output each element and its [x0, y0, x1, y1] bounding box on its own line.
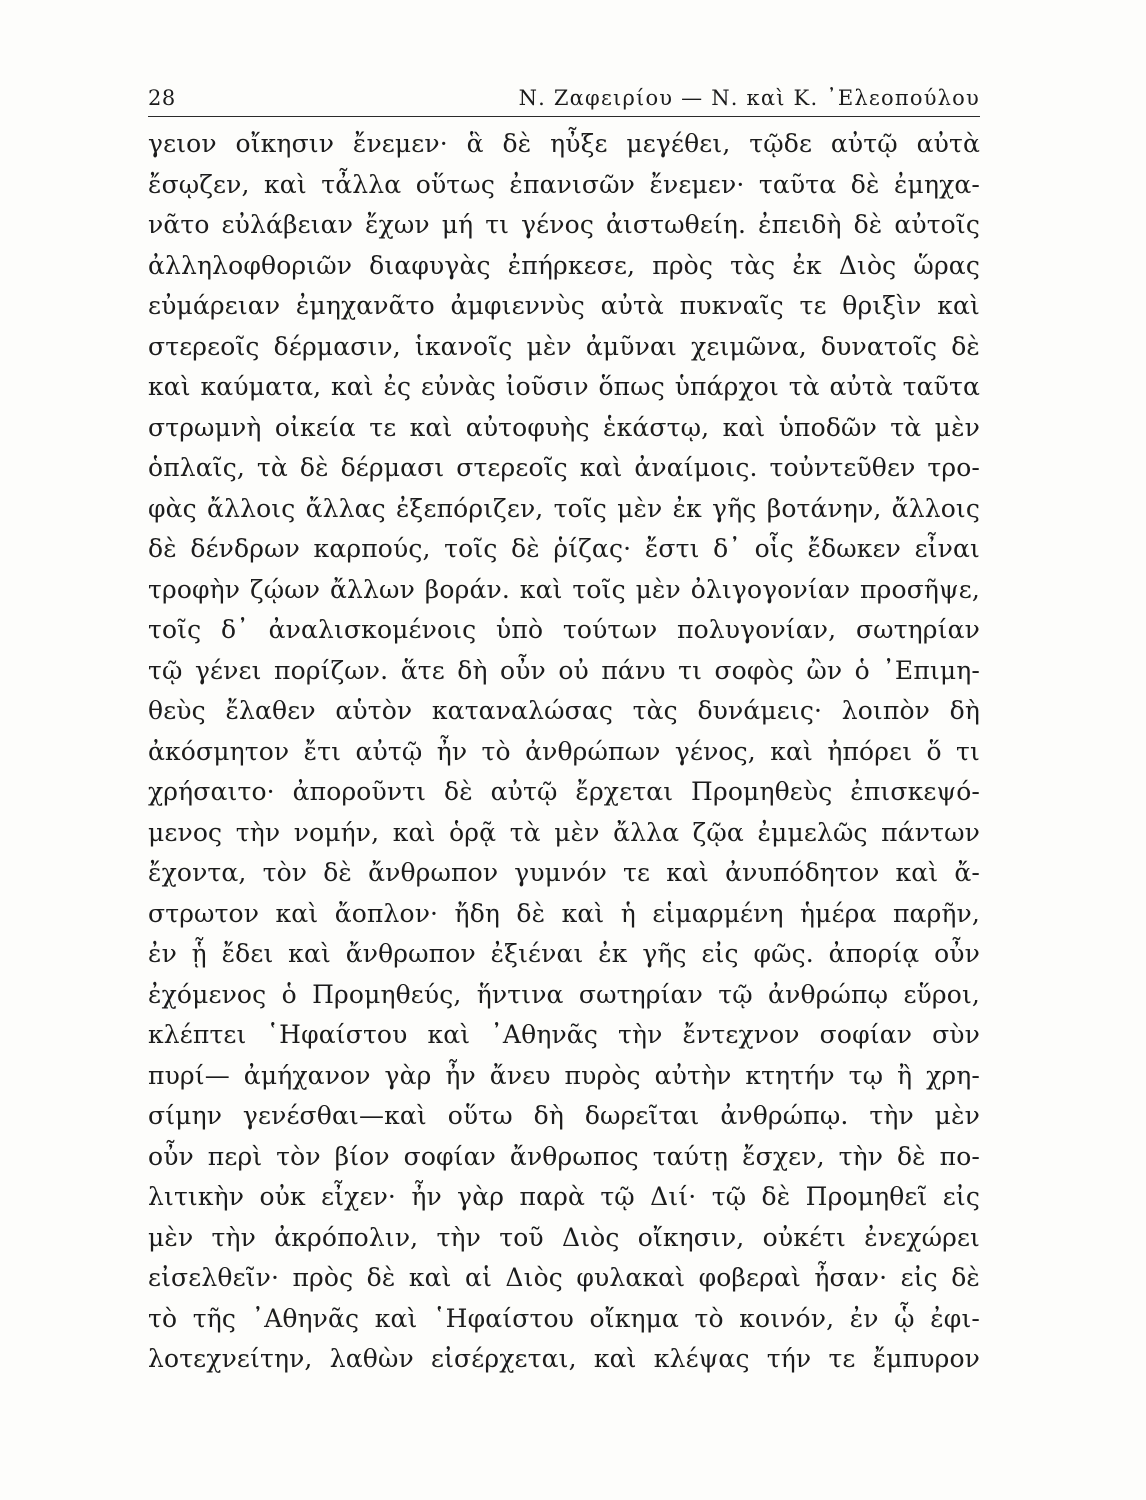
page-number: 28	[148, 86, 176, 110]
text-line: τοῖς δ᾿ ἀναλισκομένοις ὑπὸ τούτων πολυγονίαν, σωτηρίαν	[148, 615, 980, 644]
text-line: μὲν τὴν ἀκρόπολιν, τὴν τοῦ Διὸς οἴκησιν, οὐκέτι ἐνεχώρει	[148, 1222, 980, 1252]
text-line: ἐχόμενος ὁ Προμηθεύς, ἥντινα σωτηρίαν τῷ ἀνθρώπῳ εὕροι,	[148, 979, 980, 1009]
text-line: λοτεχνείτην, λαθὼν εἰσέρχεται, καὶ κλέψας τήν τε ἔμπυρον	[148, 1344, 980, 1373]
text-line: εἰσελθεῖν· πρὸς δὲ καὶ αἱ Διὸς φυλακαὶ φοβεραὶ ἦσαν· εἰς δὲ	[148, 1263, 980, 1292]
body-text	[148, 124, 980, 1380]
text-line: λιτικὴν οὐκ εἶχεν· ἦν γὰρ παρὰ τῷ Διί· τῷ δὲ Προμηθεῖ εἰς	[148, 1182, 980, 1211]
text-line: πυρί— ἀμήχανον γὰρ ἦν ἄνευ πυρὸς αὐτὴν κτητήν τῳ ἢ χρη-	[148, 1060, 980, 1090]
text-line: τροφὴν ζῴων ἄλλων βοράν. καὶ τοῖς μὲν ὀλιγογονίαν προσῆψε,	[148, 574, 980, 604]
text-line: νᾶτο εὐλάβειαν ἔχων μή τι γένος ἀιστωθείη. ἐπειδὴ δὲ αὐτοῖς	[148, 210, 980, 239]
text-line: μενος τὴν νομήν, καὶ ὁρᾷ τὰ μὲν ἄλλα ζῷα ἐμμελῶς πάντων	[148, 817, 980, 847]
text-line: ὁπλαῖς, τὰ δὲ δέρμασι στερεοῖς καὶ ἀναίμοις. τοὐντεῦθεν τρο-	[148, 453, 980, 482]
text-line: εὐμάρειαν ἐμηχανᾶτο ἀμφιεννὺς αὐτὰ πυκναῖς τε θριξὶν καὶ	[148, 291, 980, 320]
text-line: ἐν ᾗ ἔδει καὶ ἄνθρωπον ἐξιέναι ἐκ γῆς εἰς φῶς. ἀπορίᾳ οὖν	[148, 939, 980, 968]
text-line: δὲ δένδρων καρπούς, τοῖς δὲ ῥίζας· ἔστι δ᾿ οἷς ἔδωκεν εἶναι	[148, 534, 980, 563]
text-line: οὖν περὶ τὸν βίον σοφίαν ἄνθρωπος ταύτῃ ἔσχεν, τὴν δὲ πο-	[148, 1141, 980, 1171]
text-line: γειον οἴκησιν ἔνεμεν· ἃ δὲ ηὖξε μεγέθει, τῷδε αὐτῷ αὐτὰ	[148, 129, 980, 158]
running-head	[148, 86, 980, 117]
text-line: ἀκόσμητον ἔτι αὐτῷ ἦν τὸ ἀνθρώπων γένος, καὶ ἠπόρει ὅ τι	[148, 736, 980, 766]
text-line: κλέπτει ῾Ηφαίστου καὶ ᾿Αθηνᾶς τὴν ἔντεχνον σοφίαν σὺν	[148, 1020, 980, 1049]
text-line: σίμην γενέσθαι—καὶ οὕτω δὴ δωρεῖται ἀνθρώπῳ. τὴν μὲν	[148, 1101, 980, 1130]
text-line: στρωμνὴ οἰκεία τε καὶ αὐτοφυὴς ἑκάστῳ, καὶ ὑποδῶν τὰ μὲν	[148, 412, 980, 442]
text-line: τῷ γένει πορίζων. ἅτε δὴ οὖν οὐ πάνυ τι σοφὸς ὢν ὁ ᾿Επιμη-	[148, 655, 980, 685]
text-line: ἀλληλοφθοριῶν διαφυγὰς ἐπήρκεσε, πρὸς τὰς ἐκ Διὸς ὥρας	[148, 250, 980, 280]
text-line: στρωτον καὶ ἄοπλον· ἤδη δὲ καὶ ἡ εἱμαρμένη ἡμέρα παρῆν,	[148, 898, 980, 928]
text-line: θεὺς ἔλαθεν αὑτὸν καταναλώσας τὰς δυνάμεις· λοιπὸν δὴ	[148, 696, 980, 725]
text-line: καὶ καύματα, καὶ ἐς εὐνὰς ἰοῦσιν ὅπως ὑπάρχοι τὰ αὐτὰ ταῦτα	[148, 372, 980, 401]
text-line: ἔχοντα, τὸν δὲ ἄνθρωπον γυμνόν τε καὶ ἀνυπόδητον καὶ ἄ-	[148, 858, 980, 887]
text-line: τὸ τῆς ᾿Αθηνᾶς καὶ ῾Ηφαίστου οἴκημα τὸ κοινόν, ἐν ᾧ ἐφι-	[148, 1303, 980, 1333]
text-line: ἔσῳζεν, καὶ τἆλλα οὕτως ἐπανισῶν ἔνεμεν· ταῦτα δὲ ἐμηχα-	[148, 169, 980, 199]
text-line: χρήσαιτο· ἀποροῦντι δὲ αὐτῷ ἔρχεται Προμηθεὺς ἐπισκεψό-	[148, 777, 980, 806]
text-line: στερεοῖς δέρμασιν, ἱκανοῖς μὲν ἀμῦναι χειμῶνα, δυνατοῖς δὲ	[148, 331, 980, 361]
running-head-title: Ν. Ζαφειρίου — Ν. καὶ Κ. ᾿Ελεοπούλου	[518, 86, 980, 110]
text-line: φὰς ἄλλοις ἄλλας ἐξεπόριζεν, τοῖς μὲν ἐκ γῆς βοτάνην, ἄλλοις	[148, 493, 980, 523]
